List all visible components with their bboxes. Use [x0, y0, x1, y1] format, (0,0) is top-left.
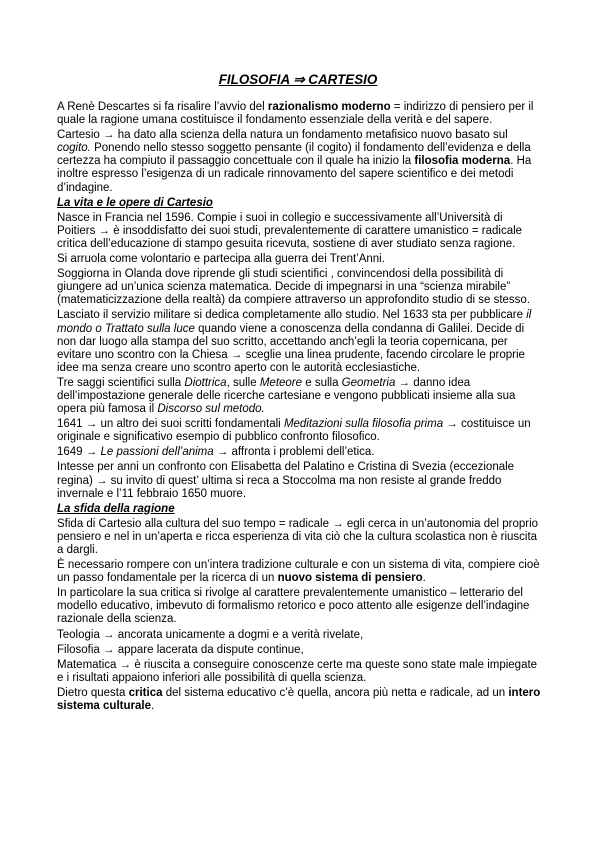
- body-paragraph: Si arruola come volontario e partecipa alla guerra dei Trent’Anni.: [57, 253, 385, 266]
- italic-term: cogito.: [57, 142, 91, 155]
- body-paragraph: In particolare la sua critica si rivolge al carattere prevalentemente umanistico – letterario del modello educativo, imbevuto di formalismo retorico e poco attento alle esigenze dell’indagine razionale della scienza.: [57, 587, 530, 626]
- body-paragraph: Nasce in Francia nel 1596. Compie i suoi in collegio e successivamente all’Università di Poitiers → è insoddisfatto dei suoi studi, prevalentemente di carattere umanistico = radicale critica dell’educazione di stampo gesuita ricevuta, sostiene di aver studiato senza ragione.: [57, 211, 523, 250]
- text-run: 1641 → un altro dei suoi scritti fondamentali: [57, 418, 284, 431]
- bold-term: filosofia moderna: [414, 155, 511, 168]
- italic-title: Discorso sul metodo.: [157, 403, 265, 416]
- section-heading: La sfida della ragione: [57, 502, 175, 515]
- body-paragraph: [57, 559, 543, 585]
- italic-title: Diottrica: [184, 376, 227, 389]
- intro-paragraph: [57, 129, 543, 194]
- text-run: . Ha inoltre espresso l’esigenza di un radicale rinnovamento del sapere scientifico e dei metodi d’indagine.: [57, 155, 532, 194]
- section-heading: La vita e le opere di Cartesio: [57, 196, 213, 209]
- text-run: Ponendo nello stesso soggetto pensante (il cogito) il fondamento dell’evidenza e della certezza ha compiuto il passaggio concettuale con il quale ha inizio la: [57, 142, 531, 168]
- text-run: È necessario rompere con un’intera tradizione culturale e con un sistema di vita, compiere cioè un passo fondamentale per la ricerca di un: [57, 559, 540, 585]
- italic-title: Meteore: [259, 376, 303, 389]
- text-run: Lasciato il servizio militare si dedica completamente allo studio. Nel 1633 sta per pubblicare: [57, 309, 527, 322]
- body-paragraph: [57, 446, 543, 459]
- body-paragraph: Intesse per anni un confronto con Elisabetta del Palatino e Cristina di Svezia (eccezionale regina) → su invito di quest’ ultima si reca a Stoccolma ma non resiste al grande freddo invernale e l’11 febbraio 1650 muore.: [57, 461, 515, 500]
- text-run: .: [422, 572, 426, 585]
- bold-term: intero sistema culturale: [57, 686, 541, 713]
- text-run: Dietro questa: [57, 686, 129, 699]
- bold-term: nuovo sistema di pensiero: [277, 572, 423, 585]
- italic-title: Meditazioni sulla filosofia prima: [283, 418, 444, 431]
- italic-title: il mondo o Trattato sulla luce: [57, 309, 532, 335]
- text-run: e sulla: [302, 376, 342, 389]
- italic-title: Geometria: [341, 376, 396, 389]
- text-run: → danno idea dell’impostazione generale delle ricerche cartesiane e vengono pubblicati insieme alla sua opera più famosa il: [57, 376, 516, 416]
- text-run: quando viene a conoscenza della condanna di Galilei. Decide di non dar luogo alla stampa del suo scritto, accettando anch’egli la teoria copernicana, per evitare uno scontro con la Chiesa → sceglie una linea prudente, facendo circolare le proprie idee ma senza creare uno scontro aperto con le autorità ecclesiastiche.: [57, 322, 525, 374]
- text-run: 1649 →: [57, 446, 101, 459]
- body-paragraph: Soggiorna in Olanda dove riprende gli studi scientifici , convincendosi della possibilità di giungere ad un’unica scienza matematica. Decide di impegnarsi in una “scienza mirabile” (matematicizzazione della realtà) da compiere attraverso un approfondito studio di se stesso.: [57, 268, 531, 307]
- body-paragraph: Teologia → ancorata unicamente a dogmi e a verità rivelate,: [57, 628, 364, 641]
- italic-title: Le passioni dell’anima: [100, 446, 214, 459]
- document-body: [57, 101, 543, 713]
- text-run: del sistema educativo c’è quella, ancora più netta e radicale, ad un: [162, 686, 509, 699]
- text-run: → affronta i problemi dell’etica.: [213, 446, 375, 459]
- body-paragraph: [57, 309, 543, 374]
- text-run: .: [150, 700, 155, 713]
- bold-term: critica: [128, 686, 163, 699]
- body-paragraph: [57, 687, 543, 713]
- intro-paragraph: [57, 101, 543, 127]
- text-run: Tre saggi scientifici sulla: [57, 376, 185, 389]
- text-run: , sulle: [226, 376, 260, 389]
- text-run: → costituisce un originale e significativo esempio di pubblico confronto filosofico.: [57, 418, 531, 444]
- body-paragraph: [57, 418, 543, 444]
- body-paragraph: [57, 377, 543, 416]
- page-title: FILOSOFIA ⇒ CARTESIO: [218, 72, 378, 87]
- text-run: Cartesio → ha dato alla scienza della natura un fondamento metafisico nuovo basato sul: [57, 129, 508, 142]
- body-paragraph: Filosofia → appare lacerata da dispute continue,: [57, 643, 304, 656]
- text-run: = indirizzo di pensiero per il quale la ragione umana costituisce il fondamento essenziale della verità e del sapere.: [57, 101, 534, 127]
- bold-term: razionalismo moderno: [267, 101, 391, 113]
- body-paragraph: Sfida di Cartesio alla cultura del suo tempo = radicale → egli cerca in un’autonomia del proprio pensiero e nel in un’aperta e ricca esperienza di vita ciò che la cultura scolastica non è riuscita a dargli.: [57, 517, 539, 556]
- body-paragraph: Matematica → è riuscita a conseguire conoscenze certe ma queste sono state male impiegate e i risultati appaiono inferiori alle possibilità di quella scienza.: [57, 658, 538, 684]
- text-run: A Renè Descartes si fa risalire l’avvio del: [57, 101, 268, 113]
